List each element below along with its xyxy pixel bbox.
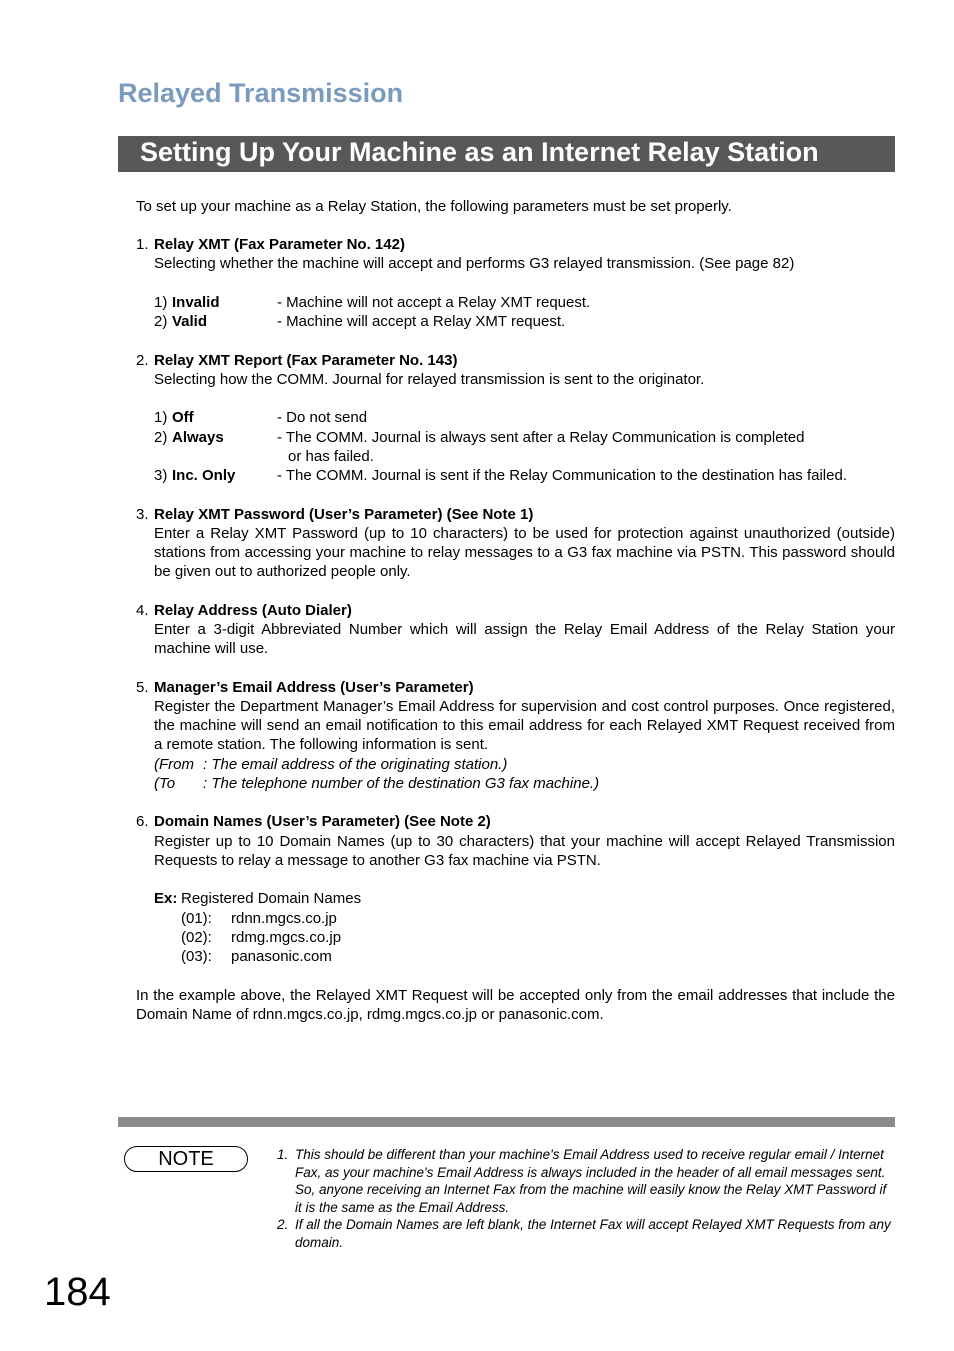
intro-text: To set up your machine as a Relay Station, the following parameters must be set properly. — [136, 198, 732, 215]
from-text: : The email address of the originating station.) — [203, 756, 508, 773]
page-number: 184 — [44, 1270, 111, 1314]
option-name: Always — [172, 429, 224, 446]
option-desc: - Machine will accept a Relay XMT request. — [277, 313, 566, 330]
note-number: 2. — [277, 1217, 289, 1232]
domain-name: panasonic.com — [231, 948, 332, 965]
option-number: 1) — [154, 294, 168, 311]
item-desc: Selecting whether the machine will accept and performs G3 relayed transmission. (See page 82) — [154, 255, 795, 272]
banner-title: Setting Up Your Machine as an Internet Relay Station — [140, 137, 819, 167]
item-number: 6. — [136, 813, 149, 830]
domain-name: rdmg.mgcs.co.jp — [231, 929, 342, 946]
note-text: This should be different than your machine's Email Address used to receive regular email / Internet Fax, as your machine's Email Address is always included in the header of all email messages sent. So, anyone receiving an Internet Fax from the machine will easily know the Relay XMT Password if it is the same as the Email Address. — [295, 1147, 887, 1215]
note-number: 1. — [277, 1147, 289, 1162]
to-label: (To — [154, 775, 176, 792]
item-desc: Register the Department Manager’s Email Address for supervision and cost control purposes. Once registered, the machine will send an email notification to this email address for each Relayed XMT Request received from a remote station. The following information is sent. — [154, 698, 895, 753]
domain-code: (02): — [181, 929, 212, 946]
item-number: 2. — [136, 352, 149, 369]
example-label: Ex: — [154, 890, 178, 907]
option-number: 1) — [154, 409, 168, 426]
note-text: If all the Domain Names are left blank, the Internet Fax will accept Relayed XMT Requests from any domain. — [295, 1217, 891, 1250]
item-title: Manager’s Email Address (User’s Parameter) — [154, 679, 474, 696]
banner — [118, 136, 895, 172]
item-number: 3. — [136, 506, 149, 523]
item-title: Domain Names (User’s Parameter) (See Note 2) — [154, 813, 491, 830]
item-number: 5. — [136, 679, 149, 696]
to-text: : The telephone number of the destination G3 fax machine.) — [203, 775, 600, 792]
option-name: Inc. Only — [172, 467, 236, 484]
note-label: NOTE — [124, 1146, 248, 1172]
item-desc: Selecting how the COMM. Journal for relayed transmission is sent to the originator. — [154, 371, 705, 388]
item-number: 1. — [136, 236, 149, 253]
item-title: Relay XMT Password (User’s Parameter) (See Note 1) — [154, 506, 534, 523]
option-desc-continued: or has failed. — [288, 448, 374, 465]
item-title: Relay XMT Report (Fax Parameter No. 143) — [154, 352, 458, 369]
option-number: 2) — [154, 429, 168, 446]
item-desc: Enter a Relay XMT Password (up to 10 characters) to be used for protection against unauthorized (outside) stations from accessing your machine to relay messages to a G3 fax machine via PSTN. This password should be given out to authorized people only. — [154, 525, 895, 580]
item-title: Relay XMT (Fax Parameter No. 142) — [154, 236, 405, 253]
item-number: 4. — [136, 602, 149, 619]
domain-code: (03): — [181, 948, 212, 965]
option-number: 3) — [154, 467, 168, 484]
domain-name: rdnn.mgcs.co.jp — [231, 910, 337, 927]
item-title: Relay Address (Auto Dialer) — [154, 602, 352, 619]
section-title: Relayed Transmission — [118, 78, 404, 108]
option-desc: - Do not send — [277, 409, 368, 426]
domain-code: (01): — [181, 910, 212, 927]
option-desc: - Machine will not accept a Relay XMT request. — [277, 294, 591, 311]
closing-paragraph: In the example above, the Relayed XMT Request will be accepted only from the email addresses that include the Domain Name of rdnn.mgcs.co.jp, rdmg.mgcs.co.jp or panasonic.com. — [136, 987, 895, 1023]
option-number: 2) — [154, 313, 168, 330]
option-name: Valid — [172, 313, 208, 330]
item-desc: Register up to 10 Domain Names (up to 30 characters) that your machine will accept Relayed Transmission Requests to relay a message to another G3 fax machine via PSTN. — [154, 833, 895, 869]
from-label: (From — [154, 756, 194, 773]
divider-bar — [118, 1117, 895, 1127]
option-desc: - The COMM. Journal is sent if the Relay Communication to the destination has failed. — [277, 467, 847, 484]
example-text: Registered Domain Names — [181, 890, 362, 907]
item-desc: Enter a 3-digit Abbreviated Number which will assign the Relay Email Address of the Relay Station your machine will use. — [154, 621, 895, 657]
option-name: Invalid — [172, 294, 220, 311]
option-desc: - The COMM. Journal is always sent after a Relay Communication is completed — [277, 429, 805, 446]
option-name: Off — [172, 409, 194, 426]
